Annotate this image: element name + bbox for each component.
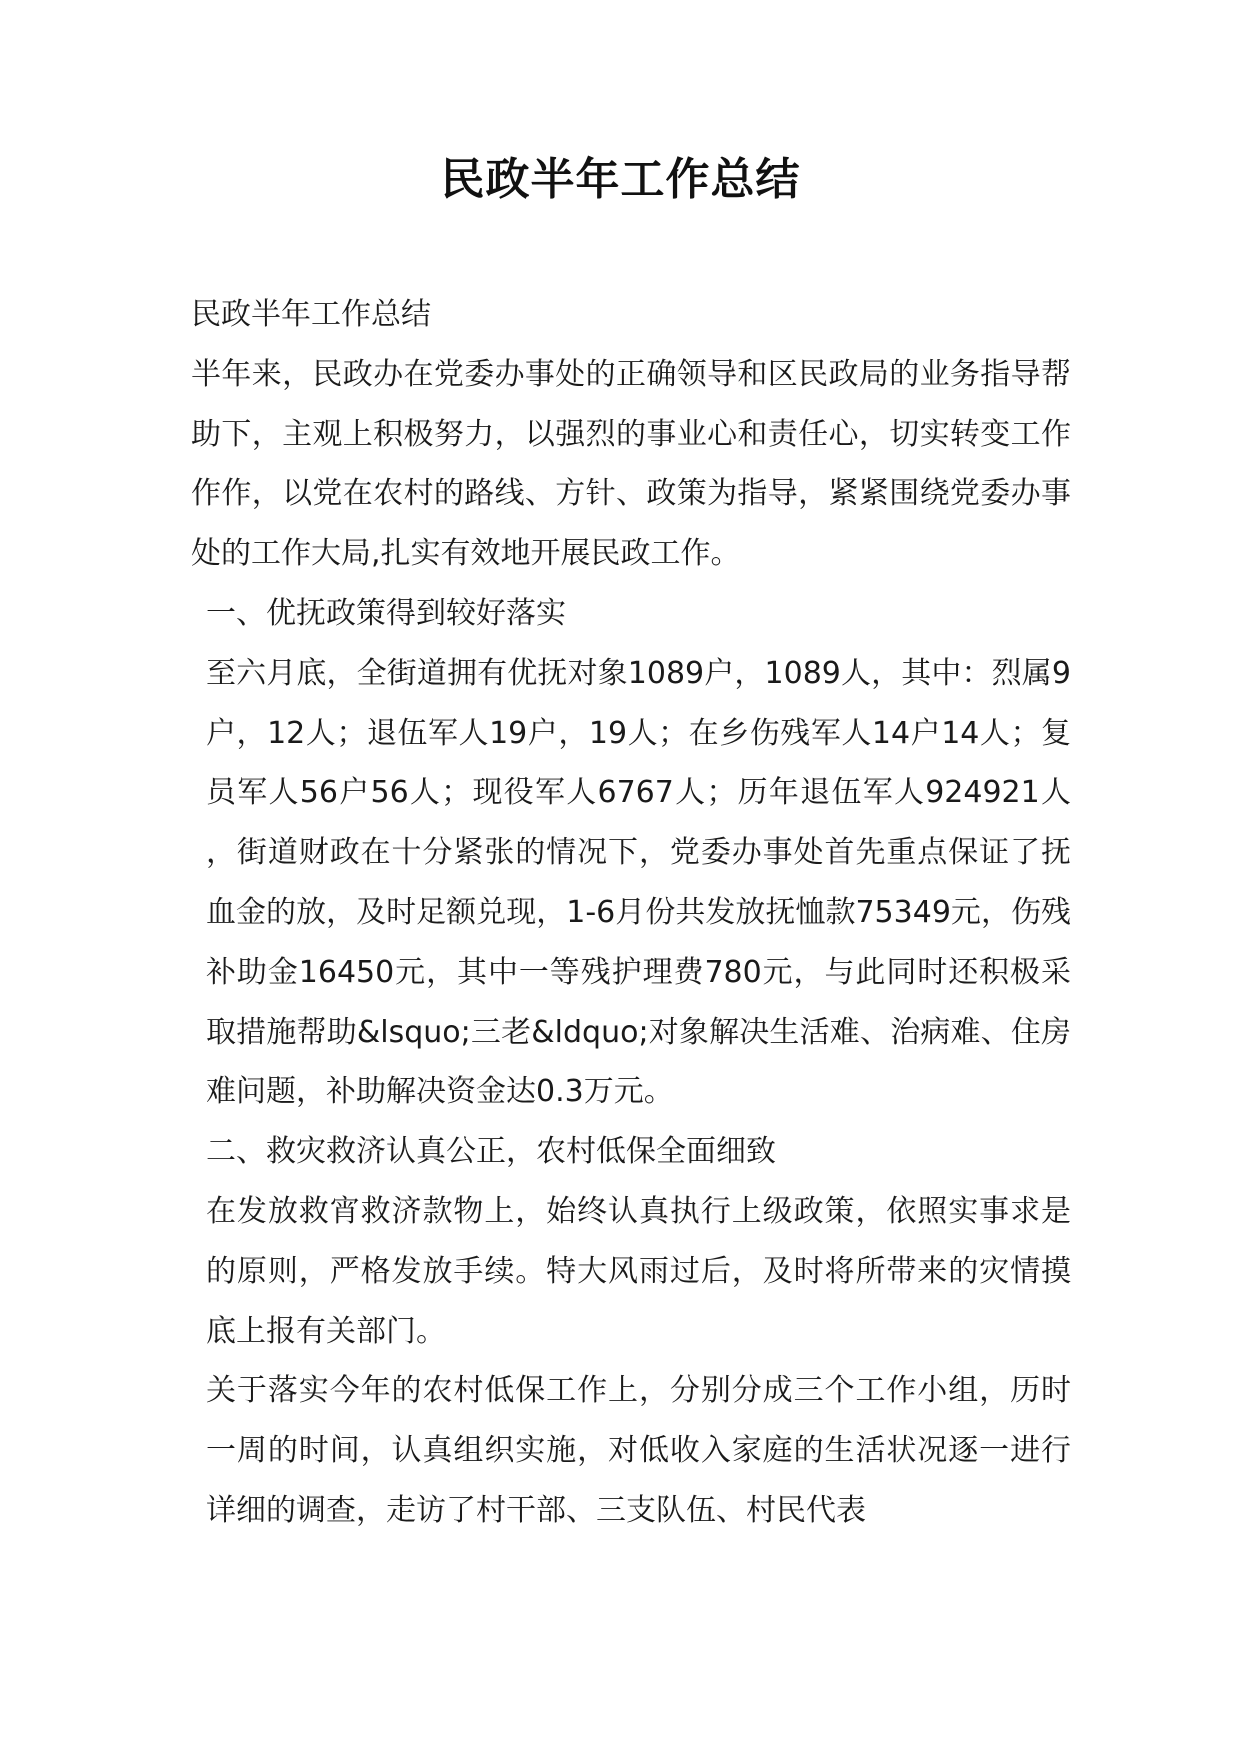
intro-paragraph: 半年来，民政办在党委办事处的正确领导和区民政局的业务指导帮助下，主观上积极努力，以强烈的事业心和责任心，切实转变工作作作，以党在农村的路线、方针、政策为指导，紧紧围绕党委办事处的工作大局,扎实有效地开展民政工作。 — [191, 356, 1071, 572]
section-2-paragraph-1: 在发放救宵救济款物上，始终认真执行上级政策，依照实事求是的原则，严格发放手续。特大风雨过后，及时将所带来的灾情摸底上报有关部门。 — [206, 1193, 1071, 1349]
section-1-paragraph: 至六月底，全街道拥有优抚对象1089户，1089人，其中：烈属9户，12人；退伍军人19户，19人；在乡伤残军人14户14人；复员军人56户56人；现役军人6767人；历年退伍军人924921人，街道财政在十分紧张的情况下，党委办事处首先重点保证了抚血金的放，及时足额兑现，1-6月份共发放抚恤款75349元，伤残补助金16450元，其中一等残护理费780元，与此同时还积极采取措施帮助&lsquo;三老&ldquo;对象解决生活难、治病难、住房难问题，补助解决资金达0.3万元。 — [206, 655, 1071, 1110]
body-heading: 民政半年工作总结 — [191, 297, 431, 332]
document-body — [191, 285, 1071, 1541]
section-heading-1: 一、优抚政策得到较好落实 — [206, 595, 566, 631]
document-title: 民政半年工作总结 — [440, 154, 801, 205]
section-heading-2: 二、救灾救济认真公正，农村低保全面细致 — [206, 1134, 776, 1170]
section-2-paragraph-2: 关于落实今年的农村低保工作上，分别分成三个工作小组，历时一周的时间，认真组织实施，对低收入家庭的生活状况逐一进行详细的调查，走访了村干部、三支队伍、村民代表 — [206, 1373, 1071, 1528]
